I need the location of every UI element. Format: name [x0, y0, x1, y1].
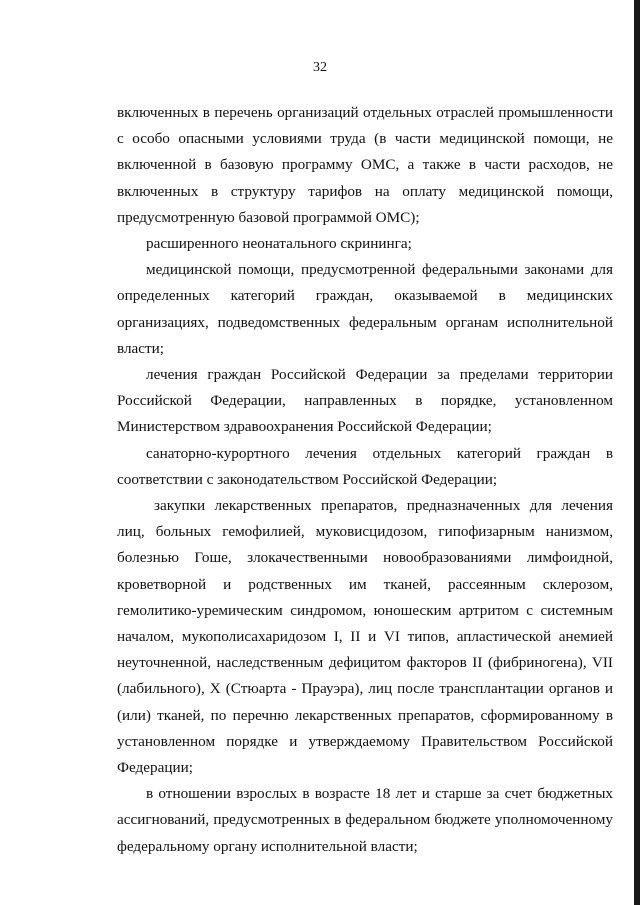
paragraph-drug-procurement: закупки лекарственных препаратов, предназначенных для лечения лиц, больных гемофилией, муковисцидозом, гипофизарным нанизмом, болезнью Гоше, злокачественными новообразованиями лимфоидной, кроветворной и родственных им тканей, рассеянным склерозом, гемолитико-уремическим синдромом, юношеским артритом с системным началом, мукополисахаридозом I, II и VI типов, апластической анемией неуточненной, наследственным дефицитом факторов II (фибриногена), VII (лабильного), X (Стюарта - Прауэра), лиц после трансплантации органов и (или) тканей, по перечню лекарственных препаратов, сформированному в установленном порядке и утверждаемому Правительством Российской Федерации;	[117, 497, 613, 777]
paragraph-sanatorium-treatment: санаторно-курортного лечения отдельных категорий граждан в соответствии с законодательством Российской Федерации;	[117, 444, 613, 488]
document-body	[117, 100, 613, 860]
paragraph-continuation: включенных в перечень организаций отдельных отраслей промышленности с особо опасными условиями труда (в части медицинской помощи, не включенной в базовую программу ОМС, а также в части расходов, не включенных в структуру тарифов на оплату медицинской помощи, предусмотренную базовой программой ОМС);	[117, 104, 613, 226]
page-number: 32	[313, 60, 327, 75]
page-edge-shadow	[634, 0, 640, 905]
paragraph-federal-medical-care: медицинской помощи, предусмотренной федеральными законами для определенных категорий граждан, оказываемой в медицинских организациях, подведомственных федеральным органам исполнительной власти;	[117, 261, 613, 357]
paragraph-neonatal-screening: расширенного неонатального скрининга;	[146, 235, 412, 253]
paragraph-adults-18-plus: в отношении взрослых в возрасте 18 лет и старше за счет бюджетных ассигнований, предусмотренных в федеральном бюджете уполномоченному федеральному органу исполнительной власти;	[117, 785, 613, 855]
paragraph-treatment-abroad: лечения граждан Российской Федерации за пределами территории Российской Федерации, направленных в порядке, установленном Министерством здравоохранения Российской Федерации;	[117, 366, 613, 436]
